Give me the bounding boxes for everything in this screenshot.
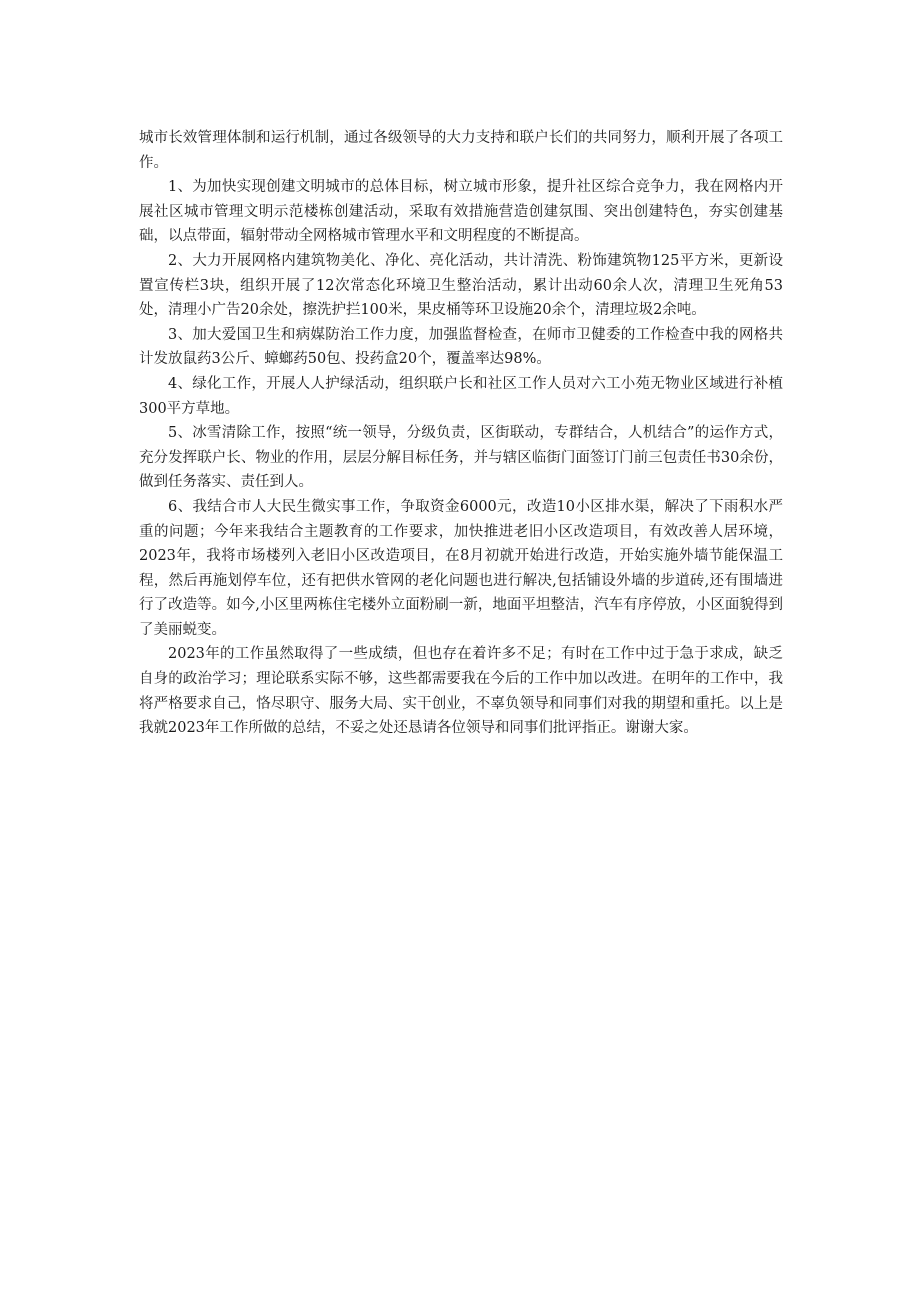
paragraph-item-6: 6、我结合市人大民生微实事工作，争取资金6000元，改造10小区排水渠，解决了下雨积水严重的问题；今年来我结合主题教育的工作要求，加快推进老旧小区改造项目，有效改善人居环境，2023年，我将市场楼列入老旧小区改造项目，在8月初就开始进行改造，开始实施外墙节能保温工程，然后再施划停车位，还有把供水管网的老化问题也进行解决,包括铺设外墙的步道砖,还有围墙进行了改造等。如今,小区里两栋住宅楼外立面粉刷一新，地面平坦整洁，汽车有序停放，小区面貌得到了美丽蜕变。 xyxy=(139,498,783,638)
paragraph-intro-continuation: 城市长效管理体制和运行机制，通过各级领导的大力支持和联户长们的共同努力，顺利开展了各项工作。 xyxy=(139,130,783,171)
paragraph-item-3: 3、加大爱国卫生和病媒防治工作力度，加强监督检查，在师市卫健委的工作检查中我的网格共计发放鼠药3公斤、蟑螂药50包、投药盒20个，覆盖率达98%。 xyxy=(139,326,783,368)
document-body xyxy=(139,126,783,741)
paragraph-item-2: 2、大力开展网格内建筑物美化、净化、亮化活动，共计清洗、粉饰建筑物125平方米，更新设置宣传栏3块，组织开展了12次常态化环境卫生整治活动，累计出动60余人次，清理卫生死角53处，清理小广告20余处，擦洗护拦100米，果皮桶等环卫设施20余个，清理垃圾2余吨。 xyxy=(139,252,783,319)
paragraph-item-4: 4、绿化工作，开展人人护绿活动，组织联户长和社区工作人员对六工小苑无物业区域进行补植300平方草地。 xyxy=(139,375,783,417)
paragraph-item-5: 5、冰雪清除工作，按照“统一领导，分级负责，区街联动，专群结合，人机结合”的运作方式，充分发挥联户长、物业的作用，层层分解目标任务，并与辖区临街门面签订门前三包责任书30余份，做到任务落实、责任到人。 xyxy=(139,425,783,491)
paragraph-conclusion: 2023年的工作虽然取得了一些成绩，但也存在着许多不足；有时在工作中过于急于求成，缺乏自身的政治学习；理论联系实际不够，这些都需要我在今后的工作中加以改进。在明年的工作中，我将严格要求自己，恪尽职守、服务大局、实干创业，不辜负领导和同事们对我的期望和重托。以上是我就2023年工作所做的总结，不妥之处还恳请各位领导和同事们批评指正。谢谢大家。 xyxy=(139,646,783,737)
paragraph-item-1: 1、为加快实现创建文明城市的总体目标，树立城市形象，提升社区综合竞争力，我在网格内开展社区城市管理文明示范楼栋创建活动，采取有效措施营造创建氛围、突出创建特色，夯实创建基础，以点带面，辐射带动全网格城市管理水平和文明程度的不断提高。 xyxy=(139,179,783,245)
